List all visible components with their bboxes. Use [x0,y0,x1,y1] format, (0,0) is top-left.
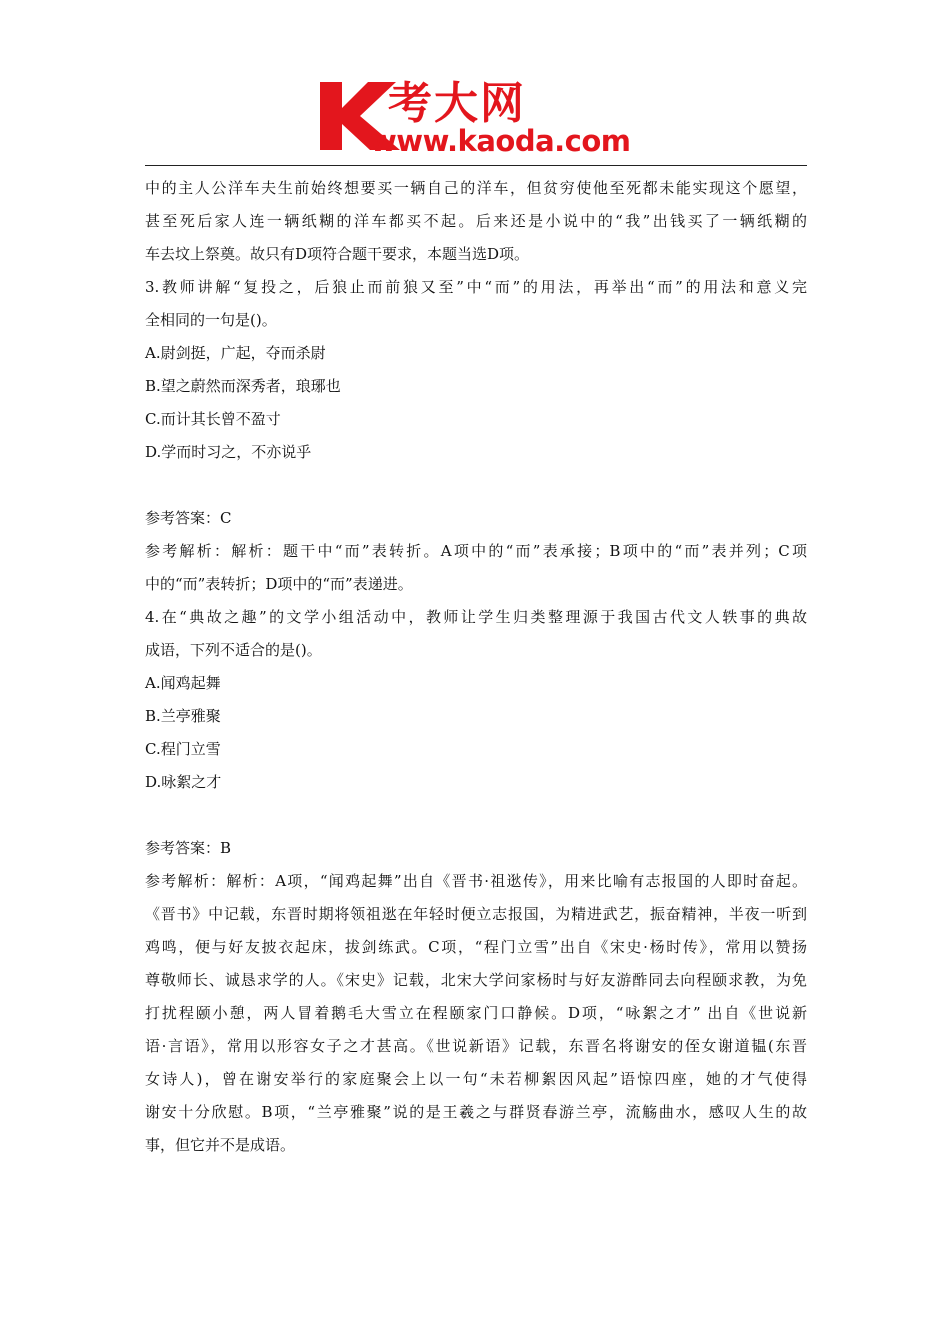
option-c: C.程门立雪 [145,740,221,758]
answer: 参考答案：B [145,839,232,857]
option-a: A.尉剑挺，广起，夺而杀尉 [145,344,326,362]
header-divider [145,165,807,166]
question-stem: 4.在“典故之趣”的文学小组活动中，教师让学生归类整理源于我国古代文人轶事的典故 [145,608,807,626]
analysis-line: 打扰程颐小憩，两人冒着鹅毛大雪立在程颐家门口静候。D项，“咏絮之才” 出自《世说新 [145,1004,807,1022]
analysis-line: 事，但它并不是成语。 [145,1136,296,1154]
logo-url-text: www.kaoda.com [370,124,631,158]
analysis-line: 中的“而”表转折；D项中的“而”表递进。 [145,575,413,593]
question-stem: 3.教师讲解“复投之，后狼止而前狼又至”中“而”的用法，再举出“而”的用法和意义完 [145,278,807,296]
analysis-line: 女诗人)，曾在谢安举行的家庭聚会上以一句“未若柳絮因风起”语惊四座，她的才气使得 [145,1070,807,1088]
spacer [145,469,807,502]
kaoda-logo [316,78,646,160]
paragraph-line: 中的主人公洋车夫生前始终想要买一辆自己的洋车，但贫穷使他至死都未能实现这个愿望， [145,179,807,197]
option-b: B.兰亭雅聚 [145,707,221,725]
q2-analysis-continued [145,172,807,271]
analysis-line: 语·言语》，常用以形容女子之才甚高。《世说新语》记载，东晋名将谢安的侄女谢道韫(东晋 [145,1037,807,1055]
analysis-line: 参考解析：解析：A项，“闻鸡起舞”出自《晋书·祖逖传》，用来比喻有志报国的人即时奋起。 [145,872,807,890]
option-d: D.咏絮之才 [145,773,222,791]
question-stem: 成语，下列不适合的是()。 [145,641,322,659]
analysis-line: 谢安十分欣慰。B项，“兰亭雅聚”说的是王羲之与群贤春游兰亭，流觞曲水，感叹人生的故 [145,1103,807,1121]
analysis-line: 鸡鸣，便与好友披衣起床，拔剑练武。C项，“程门立雪”出自《宋史·杨时传》，常用以赞扬 [145,938,807,956]
document-body [145,172,807,1162]
question-3 [145,271,807,601]
analysis-line: 《晋书》中记载，东晋时期将领祖逖在年轻时便立志报国，为精进武艺，振奋精神，半夜一听到 [145,905,807,923]
question-stem: 全相同的一句是()。 [145,311,277,329]
paragraph-line: 车去坟上祭奠。故只有D项符合题干要求，本题当选D项。 [145,245,530,263]
paragraph-line: 甚至死后家人连一辆纸糊的洋车都买不起。后来还是小说中的“我”出钱买了一辆纸糊的 [145,212,807,230]
option-d: D.学而时习之，不亦说乎 [145,443,312,461]
option-c: C.而计其长曾不盈寸 [145,410,281,428]
question-4 [145,601,807,1162]
analysis-line: 参考解析：解析：题干中“而”表转折。A项中的“而”表承接；B项中的“而”表并列；C项 [145,542,807,560]
answer: 参考答案：C [145,509,232,527]
analysis-line: 尊敬师长、诚恳求学的人。《宋史》记载，北宋大学问家杨时与好友游酢同去向程颐求教，为免 [145,971,807,989]
logo-brand-text: 考大网 [388,78,526,129]
option-b: B.望之蔚然而深秀者，琅琊也 [145,377,341,395]
spacer [145,799,807,832]
option-a: A.闻鸡起舞 [145,674,221,692]
